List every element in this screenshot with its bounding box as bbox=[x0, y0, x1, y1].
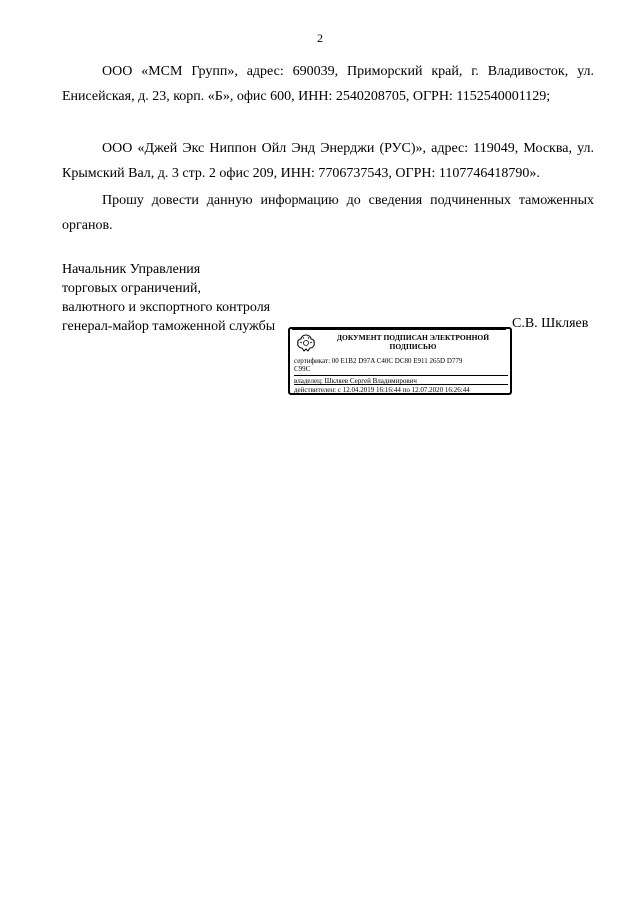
stamp-owner: владелец: Шкляев Сергей Владимирович bbox=[294, 375, 508, 386]
paragraph-company-jx-nippon: ООО «Джей Экс Ниппон Ойл Энд Энерджи (РУС)», адрес: 119049, Москва, ул. Крымский Вал, д. 3 стр. 2 офис 209, ИНН: 7706737543, ОГРН: 1107746418790». bbox=[62, 141, 594, 181]
signer-name: С.В. Шкляев bbox=[512, 316, 589, 331]
signer-position-line: торговых ограничений, bbox=[62, 281, 202, 296]
stamp-title: ДОКУМЕНТ ПОДПИСАН ЭЛЕКТРОННОЙ ПОДПИСЬЮ bbox=[336, 333, 490, 351]
stamp-certificate: сертификат: 00 E1B2 D97A C40C DC80 E911 265D D779 bbox=[294, 357, 463, 365]
stamp-certificate-continued: C99C bbox=[294, 365, 311, 373]
signer-position-line: генерал-майор таможенной службы bbox=[62, 319, 276, 334]
page-number: 2 bbox=[317, 31, 323, 45]
signer-position-line: валютного и экспортного контроля bbox=[62, 300, 271, 315]
paragraph-request: Прошу довести данную информацию до сведения подчиненных таможенных органов. bbox=[62, 193, 594, 233]
electronic-signature-stamp bbox=[288, 327, 512, 395]
state-emblem-icon bbox=[295, 333, 317, 353]
signer-position-line: Начальник Управления bbox=[62, 262, 201, 277]
paragraph-company-msm: ООО «МСМ Групп», адрес: 690039, Приморский край, г. Владивосток, ул. Енисейская, д. 23, корп. «Б», офис 600, ИНН: 2540208705, ОГРН: 1152540001129; bbox=[62, 64, 594, 104]
stamp-validity: действителен: с 12.04.2019 16:16:44 по 12.07.2020 16:26:44 bbox=[294, 384, 508, 395]
signer-position bbox=[62, 260, 275, 336]
